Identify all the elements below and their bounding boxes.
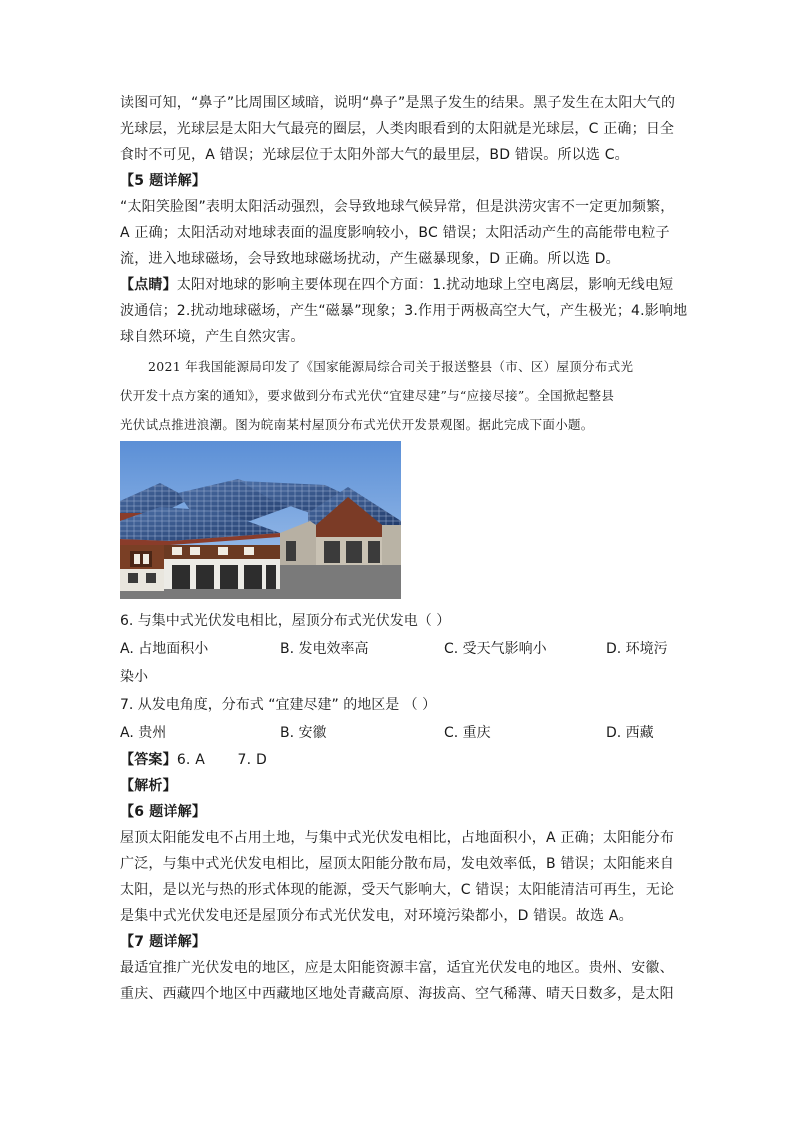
explanation-q4-continued	[120, 90, 680, 168]
passage-line: 光伏试点推进浪潮。图为皖南某村屋顶分布式光伏开发景观图。据此完成下面小题。	[120, 417, 594, 432]
q7-heading: 【7 题详解】	[120, 934, 207, 950]
answer-text: 6. A 7. D	[176, 752, 267, 768]
q7-option-c: C. 重庆	[444, 725, 491, 741]
text-line: 最适宜推广光伏发电的地区，应是太阳能资源丰富，适宜光伏发电的地区。贵州、安徽、	[120, 960, 674, 976]
text-line: 读图可知，“鼻子”比周围区域暗，说明“鼻子”是黑子发生的结果。黑子发生在太阳大气的	[120, 95, 676, 111]
q6-option-d: D. 环境污	[606, 641, 668, 657]
q7-option-d: D. 西藏	[606, 725, 654, 741]
q7-detail	[120, 955, 680, 1007]
answer-line	[120, 747, 680, 773]
document-page	[120, 90, 688, 1007]
q6-option-d-wrap: 染小	[120, 669, 148, 685]
text-line: 食时不可见，A 错误；光球层位于太阳外部大气的最里层，BD 错误。所以选 C。	[120, 147, 629, 163]
q6-heading: 【6 题详解】	[120, 804, 207, 820]
q6-detail	[120, 825, 680, 929]
text-line: 波通信；2.扰动地球磁场，产生“磁暴”现象；3.作用于两极高空大气，产生极光；4.影响地	[120, 303, 688, 319]
passage-line: 2021 年我国能源局印发了《国家能源局综合司关于报送整县（市、区）屋顶分布式光	[148, 359, 634, 374]
passage-line: 伏开发十点方案的通知》，要求做到分布式光伏“宜建尽建”与“应接尽接”。全国掀起整县	[120, 388, 615, 403]
text-line: 光球层，光球层是太阳大气最亮的圈层，人类肉眼看到的太阳就是光球层，C 正确；日全	[120, 121, 675, 137]
q5-detail	[120, 194, 680, 272]
q6-option-a: A. 占地面积小	[120, 641, 209, 657]
q7-option-a: A. 贵州	[120, 725, 167, 741]
text-line: 流，进入地球磁场，会导致地球磁场扰动，产生磁暴现象，D 正确。所以选 D。	[120, 251, 620, 267]
solar-rooftop-illustration	[120, 441, 401, 599]
tip-section	[120, 272, 688, 350]
text-line: 重庆、西藏四个地区中西藏地区地处青藏高原、海拔高、空气稀薄、晴天日数多，是太阳	[120, 986, 674, 1002]
solar-rooftop-photo	[120, 441, 401, 599]
q6-option-b: B. 发电效率高	[280, 641, 369, 657]
question-6	[120, 607, 680, 691]
text-line: 太阳，是以光与热的形式体现的能源，受天气影响大，C 错误；太阳能清洁可再生，无论	[120, 882, 675, 898]
q6-option-c: C. 受天气影响小	[444, 641, 547, 657]
q7-option-b: B. 安徽	[280, 725, 327, 741]
text-line: A 正确；太阳活动对地球表面的温度影响较小，BC 错误；太阳活动产生的高能带电粒子	[120, 225, 670, 241]
q7-stem: 7. 从发电角度，分布式 “宜建尽建” 的地区是 （ ）	[120, 697, 437, 713]
q5-heading: 【5 题详解】	[120, 173, 207, 189]
text-line	[120, 272, 680, 298]
tip-text: 太阳对地球的影响主要体现在四个方面：1.扰动地球上空电离层，影响无线电短	[176, 277, 674, 293]
analysis-label: 【解析】	[120, 778, 177, 794]
text-line: 屋顶太阳能发电不占用土地，与集中式光伏发电相比，占地面积小，A 正确；太阳能分布	[120, 830, 675, 846]
tip-label: 【点睛】	[120, 277, 177, 293]
reading-passage	[120, 352, 680, 439]
text-line: 球自然环境，产生自然灾害。	[120, 329, 305, 345]
answer-label: 【答案】	[120, 752, 177, 768]
text-line: 是集中式光伏发电还是屋顶分布式光伏发电，对环境污染都小，D 错误。故选 A。	[120, 908, 633, 924]
q6-options	[120, 635, 680, 663]
text-line: 广泛，与集中式光伏发电相比，屋顶太阳能分散布局，发电效率低，B 错误；太阳能来自	[120, 856, 675, 872]
q7-options	[120, 719, 680, 747]
text-line: “太阳笑脸图”表明太阳活动强烈，会导致地球气候异常，但是洪涝灾害不一定更加频繁，	[120, 199, 675, 215]
question-7	[120, 691, 680, 747]
q6-stem: 6. 与集中式光伏发电相比，屋顶分布式光伏发电（ ）	[120, 613, 451, 629]
